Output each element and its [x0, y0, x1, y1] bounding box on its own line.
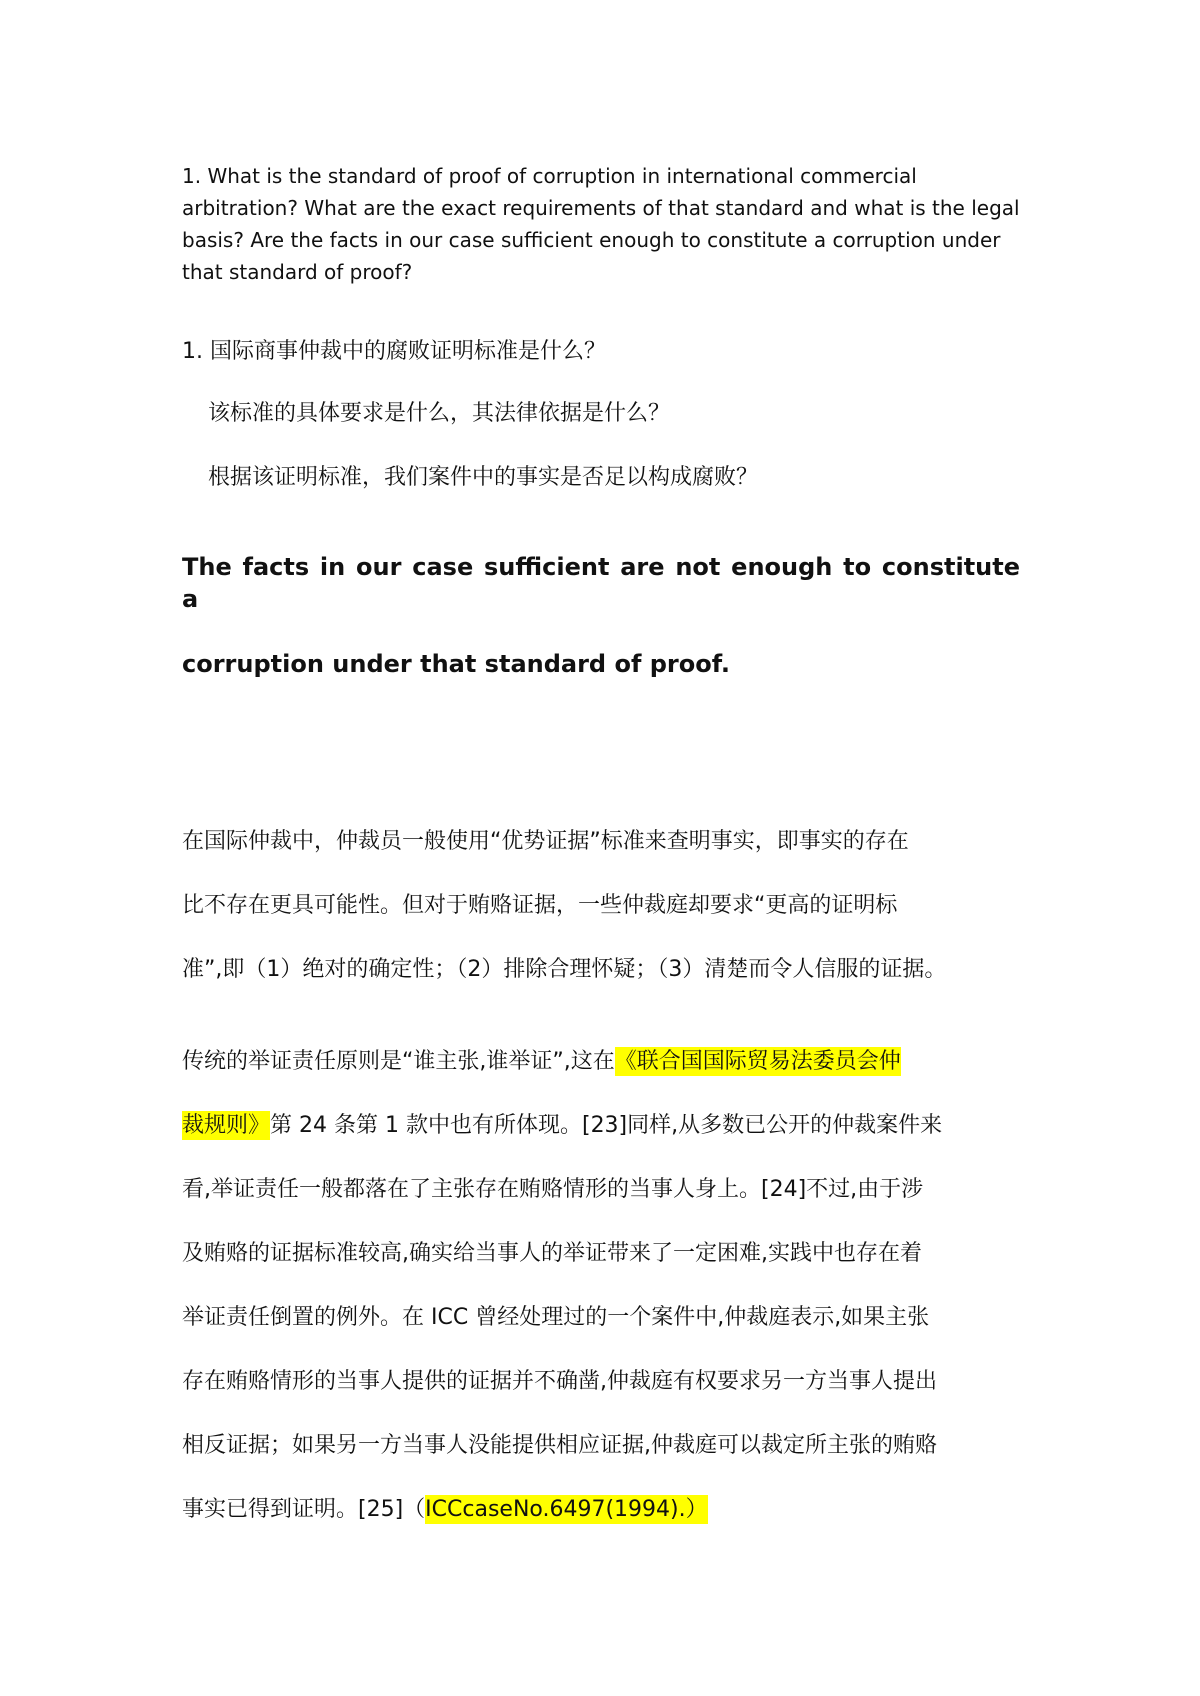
highlighted-rules-title-start: 《联合国国际贸易法委员会仲 — [614, 1049, 901, 1074]
para2-line-8-text: 事实已得到证明。[25]（ — [182, 1497, 426, 1522]
para2-line-5: 举证责任倒置的例外。在 ICC 曾经处理过的一个案件中,仲裁庭表示,如果主张 — [182, 1305, 930, 1330]
question-en-line-2: arbitration? What are the exact requirements of that standard and what is the legal — [182, 196, 1020, 220]
question-english — [182, 160, 1042, 288]
question-en-line-1: 1. What is the standard of proof of corruption in international commercial — [182, 164, 917, 188]
para1-line-3: 准”,即（1）绝对的确定性；（2）排除合理怀疑；（3）清楚而令人信服的证据。 — [182, 957, 947, 982]
highlighted-rules-title-end: 裁规则》 — [182, 1113, 271, 1138]
answer-line-1: The facts in our case sufficient are not enough to constitute a — [182, 553, 1020, 613]
question-zh-2: 该标准的具体要求是什么，其法律依据是什么？ — [208, 401, 671, 426]
question-zh-3: 根据该证明标准，我们案件中的事实是否足以构成腐败？ — [208, 465, 759, 490]
question-zh-1: 1. 国际商事仲裁中的腐败证明标准是什么？ — [182, 339, 606, 364]
para2-line-8 — [182, 1494, 708, 1526]
para2-line-4: 及贿赂的证据标准较高,确实给当事人的举证带来了一定困难,实践中也存在着 — [182, 1241, 922, 1266]
para2-line-7: 相反证据；如果另一方当事人没能提供相应证据,仲裁庭可以裁定所主张的贿赂 — [182, 1433, 937, 1458]
para1-line-1: 在国际仲裁中，仲裁员一般使用“优势证据”标准来查明事实，即事实的存在 — [182, 829, 909, 854]
para2-line-2 — [182, 1110, 942, 1142]
para2-line-1-text: 传统的举证责任原则是“谁主张,谁举证”,这在 — [182, 1049, 615, 1074]
highlighted-case-citation: ICCcaseNo.6497(1994).） — [425, 1497, 708, 1522]
para2-line-3: 看,举证责任一般都落在了主张存在贿赂情形的当事人身上。[24]不过,由于涉 — [182, 1177, 924, 1202]
question-en-line-4: that standard of proof? — [182, 260, 413, 284]
question-en-line-3: basis? Are the facts in our case sufficient enough to constitute a corruption under — [182, 228, 1001, 252]
para2-line-2-text: 第 24 条第 1 款中也有所体现。[23]同样,从多数已公开的仲裁案件来 — [270, 1113, 943, 1138]
para2-line-6: 存在贿赂情形的当事人提供的证据并不确凿,仲裁庭有权要求另一方当事人提出 — [182, 1369, 937, 1394]
answer-line-2: corruption under that standard of proof. — [182, 650, 730, 678]
para1-line-2: 比不存在更具可能性。但对于贿赂证据，一些仲裁庭却要求“更高的证明标 — [182, 893, 898, 918]
para2-line-1 — [182, 1046, 901, 1078]
